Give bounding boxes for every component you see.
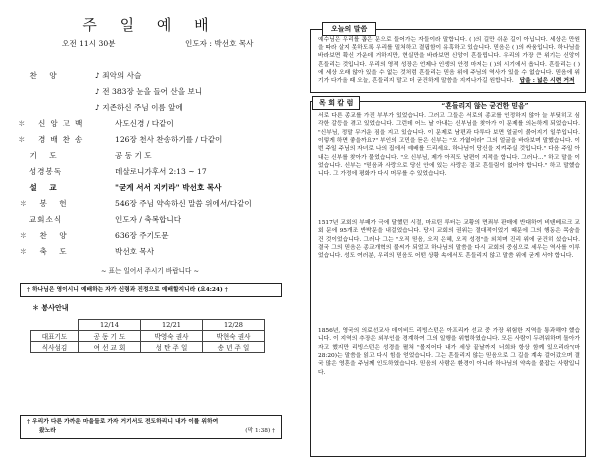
- order-item: [18, 197, 252, 209]
- order-text: ♪ 지존하신 주님 이름 앞에: [95, 102, 183, 112]
- table-cell: 여 선 교 회: [79, 342, 141, 353]
- today-word-body: [318, 36, 580, 87]
- order-text: 인도자 / 축복합니다: [115, 214, 182, 224]
- order-label: ✽ 찬 양: [19, 230, 72, 240]
- verse-text: † 하나님은 영이시니 예배하는 자가 신령과 진정으로 예배할지니라 (요4:24) †: [27, 287, 228, 293]
- order-item: [18, 181, 222, 193]
- stand-note: ~ 표는 일어서 주시기 바랍니다 ~: [101, 267, 199, 275]
- service-table: [30, 319, 265, 353]
- verse-box-bottom: [20, 415, 282, 439]
- table-row: [31, 331, 265, 342]
- today-word-heading: 오늘의 말씀: [322, 22, 376, 36]
- table-cell: 대표기도: [31, 331, 79, 342]
- table-cell: 성 탄 주 일: [141, 342, 203, 353]
- order-text: 사도신경 / 다같이: [115, 118, 174, 128]
- order-item: [18, 245, 154, 257]
- table-cell: 식사섬김: [31, 342, 79, 353]
- today-word-text: 예수님은 우리를 좁은 문으로 들어가는 자들이라 말합니다. ( )의 길만 쉬운 길이 아닙니다. 세상은 만원을 따라 살지 못하도록 우리를 밀쳐하고 결핍함이 유혹하고 있습니다. 믿음은 ( )의 싸움입니다. 하나님을 바라보면 확신 가운데 거하지만, 현실만을 바라보면 신앙이 흔들립니다. 우리의 가장 큰 위기는 신앙이 흔들리는 것입니다. 우리의 영적 성장은 언제나 인생의 안정 마저는 ( )의 시기에서 옵니다. 흔들리는 ( )에 세상 오래 않아 있을 수 없는 것처럼 흔들리는 믿음 위에 주님의 역사가 있을 수 없습니다. 믿음에 위기가 다가올 때 오늘, 흔들리지 말고 더 굳건하게 말씀을 지켜나가길 원합니다.: [318, 37, 580, 85]
- table-cell: 송 년 주 일: [203, 342, 265, 353]
- table-cell: [31, 320, 79, 331]
- today-word-answer: 답을 : 넓은 시련 거저: [519, 78, 575, 85]
- order-text: 636장 주기도문: [115, 230, 169, 240]
- order-item: [18, 165, 207, 177]
- order-title: 주 일 예 배: [82, 16, 218, 34]
- order-text: 546장 주님 약속하신 말씀 위에서/다같이: [115, 198, 252, 208]
- order-label: ✽ 경배찬송: [18, 134, 88, 144]
- order-text: 데살로니가후서 2:13 ~ 17: [115, 166, 207, 176]
- table-row: [31, 342, 265, 353]
- order-text: ♪ 전 383장 눈을 들어 산을 보니: [95, 86, 203, 96]
- order-item: [18, 229, 169, 241]
- order-item: [18, 133, 222, 145]
- order-text: 박선호 목사: [115, 246, 155, 256]
- order-text: 공 동 기 도: [115, 150, 152, 160]
- order-label: ✽ 봉 헌: [19, 198, 72, 208]
- order-label: ✽ 신앙고백: [18, 118, 88, 128]
- verse-ref: (막 1:38) †: [245, 428, 275, 434]
- order-label: 설 교: [29, 182, 62, 192]
- column-heading: 목 회 칼 럼: [312, 96, 360, 110]
- order-label: 교회소식: [28, 214, 63, 224]
- service-leader: 인도자 : 박선호 목사: [185, 39, 254, 48]
- service-time: 오전 11시 30분: [62, 39, 116, 48]
- table-header: 12/21: [141, 320, 203, 331]
- column-title: “흔들리지 않는 굳건한 믿음”: [441, 102, 529, 110]
- column-paragraph: 서로 다른 종교를 가진 부부가 있었습니다. 그러고 그들은 서로의 종교를 인정하지 않아 늘 부딪히고 심각한 갈등을 겪고 있었습니다. 그런데 어느 날 아내는 신부님을 찾아가 이 문제를 의논하게 되었습니다. "신부님, 정말 무거운 짐을 지고 있습니다. 이 문제로 남편과 다투다 보면 얼굴이 붉어지기 일쑤입니다. 이렇게 하면 좋을까요?" 부인의 고민을 듣은 신부는 "오 가엾어라" 그의 얼굴을 바라보며 말했습니다. 이번 주일 주님의 자녀로 나의 집에서 예배를 드리세요. 하나님이 당신을 지켜주실 것입니다." 다음 주일 아내는 신부를 찾아가 물었습니다. "오 신부님, 제가 아직도 남편이 지적을 합니다. 그러나..." 하고 말을 이었습니다. 신부는 "믿음과 사랑으로 당신 안에 있는 사랑은 결코 흔들림이 없어야 합니다." 하고 말했습니다. 그 가정에 평화가 다시 머무를 수 있었습니다.: [318, 113, 580, 178]
- table-cell: 박영숙 권사: [141, 331, 203, 342]
- order-label: 찬 양: [29, 70, 62, 80]
- sermon-title: "굳게 서서 지키라" 박선호 목사: [115, 182, 222, 192]
- order-label: 성경봉독: [28, 166, 63, 176]
- table-cell: 공 동 기 도: [79, 331, 141, 342]
- table-header: 12/28: [203, 320, 265, 331]
- order-text: ♪ 죄악의 사슬: [95, 70, 142, 80]
- verse-text: † 우리가 다른 가까운 마을들로 가자 거기서도 전도하리니 내가 이를 위하여: [27, 419, 219, 425]
- order-item: [18, 117, 174, 129]
- order-item: [18, 149, 152, 161]
- order-item: [18, 213, 181, 225]
- column-paragraph: 1856년, 영국의 의료선교사 데이비드 리빙스턴은 아프리카 선교 중 가장 위험한 지역을 통과해야 했습니다. 이 지역의 추장은 외부인을 경계하여 그의 일행을 위협하였습니다. 모든 사람이 두려워하며 돌아가자고 했지만 리빙스턴은 성경을 펼쳐 "볼지어다 내가 세상 끝날까지 너희와 항상 함께 있으리라"(마 28:20)는 말씀을 읽고 다시 힘을 얻었습니다. 그는 흔들리지 않는 믿음으로 그 길을 계속 걸어갔으며 결국 많은 영혼을 주님께 인도하였습니다. 믿음의 사람은 환경이 아니라 하나님의 약속을 붙잡는 사람입니다.: [318, 328, 580, 376]
- order-label: ✽ 축 도: [19, 246, 72, 256]
- order-text: 126장 천사 찬송하기를 / 다같이: [115, 134, 223, 144]
- verse-box-top: [20, 283, 282, 297]
- table-cell: 박현숙 권사: [203, 331, 265, 342]
- table-header: 12/14: [79, 320, 141, 331]
- order-label: 기 도: [29, 150, 62, 160]
- verse-text: 왔노라: [39, 428, 56, 434]
- table-row: [31, 320, 265, 331]
- order-item: [18, 69, 141, 81]
- order-item: [95, 85, 202, 97]
- column-paragraph: 1517년 교회의 부패가 극에 달했던 시절, 마르틴 루터는 교황의 면죄부 판매에 반대하여 비텐베르크 교회 문에 95개조 반박문을 내걸었습니다. 당시 교회의 권위는 절대적이었기 때문에 그의 행동은 목숨을 건 것이었습니다. 그러나 그는 "오직 믿음, 오직 은혜, 오직 성경"을 외치며 진리 위에 굳건히 섰습니다. 결국 그의 믿음은 종교개혁의 불씨가 되었고 하나님의 말씀을 다시 교회의 중심으로 세우는 역사를 이루었습니다. 성도 여러분, 우리의 믿음도 어떤 상황 속에서도 흔들리지 않고 말씀 위에 굳게 서야 합니다.: [318, 220, 580, 260]
- service-heading: ✽ 봉사안내: [32, 303, 69, 312]
- order-item: [95, 101, 183, 113]
